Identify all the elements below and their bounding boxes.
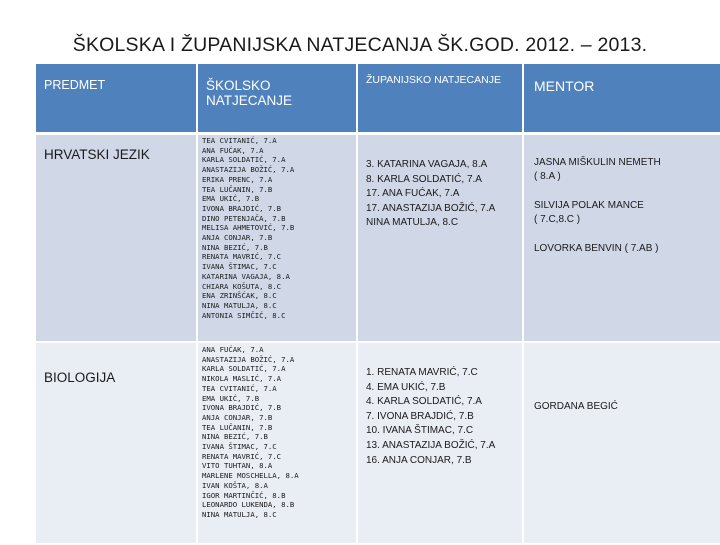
- mentor-entry: [534, 242, 720, 256]
- list-item: CHIARA KOŠUTA, 8.C: [202, 281, 282, 291]
- list-item: RENATA MAVRIĆ, 7.C: [202, 252, 282, 262]
- list-item: ERIKA PRENC, 7.A: [202, 174, 273, 184]
- list-item: 13. ANASTAZIJA BOŽIĆ, 7.A: [366, 439, 496, 451]
- list-item: KATARINA VAGAJA, 8.A: [202, 271, 290, 281]
- list-item: NINA BEZIĆ, 7.B: [202, 432, 268, 442]
- list-item: ENA ZRINŠĆAK, 8.C: [202, 291, 277, 301]
- school-student-list: [198, 343, 356, 520]
- list-item: 16. ANJA CONJAR, 7.B: [366, 454, 472, 466]
- mentor-entry: [534, 400, 720, 414]
- header-school-competition: ŠKOLSKO NATJECANJE: [198, 64, 358, 135]
- list-item: DINO PETENJAČA, 7.B: [202, 213, 286, 223]
- list-item: IVONA BRAJDIĆ, 7.B: [202, 203, 282, 213]
- list-item: 17. ANASTAZIJA BOŽIĆ, 7.A: [366, 202, 496, 214]
- list-item: NINA MATULJA, 8.C: [202, 509, 277, 519]
- list-item: KARLA SOLDATIĆ, 7.A: [202, 364, 286, 374]
- mentor-list: [524, 343, 720, 414]
- competitions-table: [36, 64, 720, 545]
- header-subject: PREDMET: [36, 64, 198, 135]
- list-item: ANA FUĆAK, 7.A: [202, 345, 264, 354]
- list-item: ANJA CONJAR, 7.B: [202, 233, 273, 243]
- header-mentor: MENTOR: [524, 64, 720, 135]
- list-item: 4. EMA UKIĆ, 7.B: [366, 381, 446, 393]
- county-result-list: [358, 343, 522, 468]
- list-item: 8. KARLA SOLDATIĆ, 7.A: [366, 173, 482, 185]
- list-item: NINA MATULJA, 8.C: [366, 217, 459, 229]
- list-item: RENATA MAVRIĆ, 7.C: [202, 451, 282, 461]
- mentor-line: GORDANA BEGIĆ: [534, 401, 618, 412]
- list-item: 4. KARLA SOLDATIĆ, 7.A: [366, 396, 482, 408]
- list-item: 17. ANA FUĆAK, 7.A: [366, 188, 460, 200]
- list-item: ANTONIA SIMČIĆ, 8.C: [202, 310, 286, 320]
- subject-name: HRVATSKI JEZIK: [44, 147, 150, 162]
- list-item: EMA UKIĆ, 7.B: [202, 393, 260, 403]
- list-item: MELISA AHMETOVIĆ, 7.B: [202, 223, 295, 233]
- mentor-line: SILVIJA POLAK MANCE: [534, 200, 644, 211]
- mentor-line: ( 7.C,8.C ): [534, 213, 581, 225]
- list-item: IVANA ŠTIMAC, 7.C: [202, 262, 277, 272]
- list-item: VITO TUHTAN, 8.A: [202, 461, 273, 471]
- school-competition-cell: [198, 343, 358, 545]
- county-competition-cell: [358, 343, 524, 545]
- list-item: IGOR MARTINČIĆ, 8.B: [202, 490, 286, 500]
- mentor-line: JASNA MIŠKULIN NEMETH: [534, 157, 661, 168]
- mentor-line: ( 8.A ): [534, 170, 561, 182]
- page-title: ŠKOLSKA I ŽUPANIJSKA NATJECANJA ŠK.GOD. 2012. – 2013.: [72, 34, 648, 56]
- list-item: 3. KATARINA VAGAJA, 8.A: [366, 159, 488, 170]
- subject-name: BIOLOGIJA: [44, 370, 116, 385]
- list-item: EMA UKIĆ, 7.B: [202, 194, 260, 204]
- school-student-list: [198, 135, 356, 320]
- header-row: [36, 64, 720, 135]
- school-competition-cell: [198, 135, 358, 343]
- list-item: TEA CVITANIĆ, 7.A: [202, 136, 277, 145]
- list-item: NINA MATULJA, 8.C: [202, 300, 277, 310]
- mentor-list: [524, 135, 720, 256]
- list-item: KARLA SOLDATIĆ, 7.A: [202, 155, 286, 165]
- mentor-cell: [524, 135, 720, 343]
- list-item: TEA LUČANIN, 7.B: [202, 184, 273, 194]
- mentor-line: LOVORKA BENVIN ( 7.AB ): [534, 243, 659, 254]
- list-item: IVANA ŠTIMAC, 7.C: [202, 442, 277, 452]
- header-county-competition: ŽUPANIJSKO NATJECANJE: [358, 64, 524, 135]
- table-row: [36, 135, 720, 343]
- subject-cell: [36, 343, 198, 545]
- list-item: TEA CVITANIĆ, 7.A: [202, 383, 277, 393]
- mentor-entry: [534, 199, 720, 226]
- mentor-entry: [534, 156, 720, 183]
- list-item: ANA FUĆAK, 7.A: [202, 145, 264, 155]
- table-row: [36, 343, 720, 545]
- list-item: LEONARDO LUKENDA, 8.B: [202, 500, 295, 510]
- list-item: 7. IVONA BRAJDIĆ, 7.B: [366, 410, 474, 422]
- mentor-cell: [524, 343, 720, 545]
- list-item: IVONA BRAJDIĆ, 7.B: [202, 403, 282, 413]
- county-result-list: [358, 135, 522, 231]
- list-item: NINA BEZIĆ, 7.B: [202, 242, 268, 252]
- list-item: ANJA CONJAR, 7.B: [202, 412, 273, 422]
- subject-cell: [36, 135, 198, 343]
- list-item: NIKOLA MASLIĆ, 7.A: [202, 374, 282, 384]
- list-item: IVAN KOŠTA, 8.A: [202, 480, 268, 490]
- list-item: 1. RENATA MAVRIĆ, 7.C: [366, 367, 478, 378]
- list-item: ANASTAZIJA BOŽIĆ, 7.A: [202, 354, 295, 364]
- list-item: ANASTAZIJA BOŽIĆ, 7.A: [202, 165, 295, 175]
- county-competition-cell: [358, 135, 524, 343]
- list-item: MARLENE MOSCHELLA, 8.A: [202, 471, 299, 481]
- list-item: TEA LUČANIN, 7.B: [202, 422, 273, 432]
- list-item: 10. IVANA ŠTIMAC, 7.C: [366, 425, 474, 437]
